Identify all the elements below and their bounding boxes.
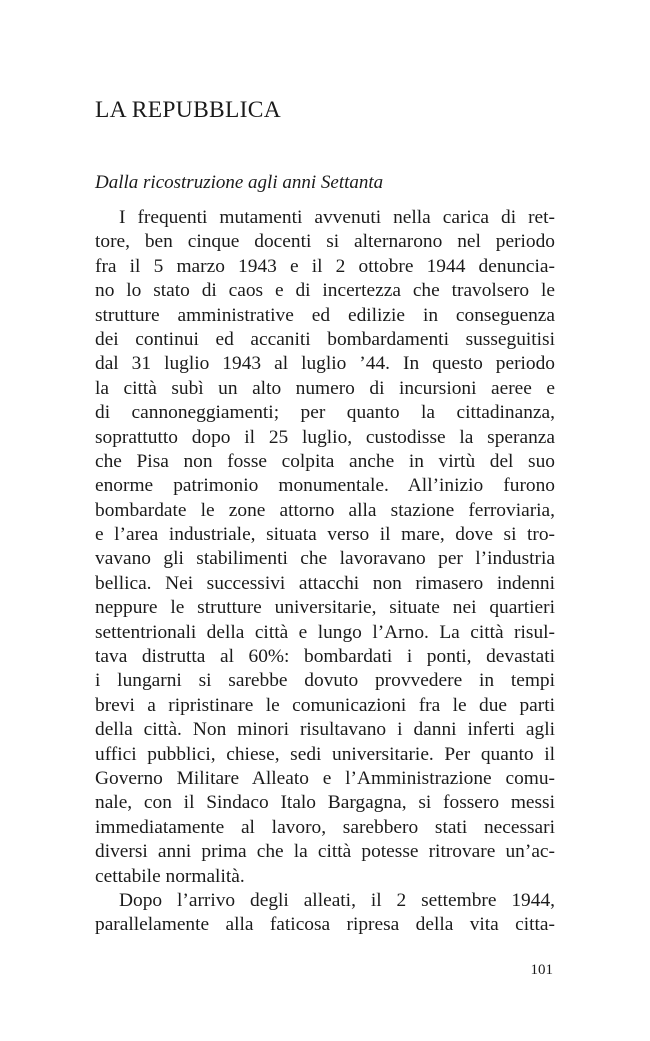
text-line: nale, con il Sindaco Italo Bargagna, si fossero messi bbox=[95, 792, 555, 814]
text-line: di cannoneggiamenti; per quanto la cittadinanza, bbox=[95, 402, 555, 424]
paragraph-1 bbox=[95, 206, 555, 889]
text-line: diversi anni prima che la città potesse ritrovare un’ac- bbox=[95, 841, 555, 863]
text-line: settentrionali della città e lungo l’Arno. La città risul- bbox=[95, 621, 555, 643]
text-line: strutture amministrative ed edilizie in conseguenza bbox=[95, 304, 555, 326]
text-line: brevi a ripristinare le comunicazioni fra le due parti bbox=[95, 694, 555, 716]
text-line: bellica. Nei successivi attacchi non rimasero indenni bbox=[95, 572, 555, 594]
text-line: la città subì un alto numero di incursioni aeree e bbox=[95, 377, 555, 399]
text-line: uffici pubblici, chiese, sedi universitarie. Per quanto il bbox=[95, 743, 555, 765]
text-line: no lo stato di caos e di incertezza che travolsero le bbox=[95, 280, 555, 302]
text-line: I frequenti mutamenti avvenuti nella carica di ret- bbox=[119, 207, 555, 228]
text-line: della città. Non minori risultavano i danni inferti agli bbox=[95, 719, 555, 741]
text-line: che Pisa non fosse colpita anche in virtù del suo bbox=[95, 450, 555, 472]
text-line: neppure le strutture universitarie, situate nei quartieri bbox=[95, 597, 555, 619]
text-line: immediatamente al lavoro, sarebbero stati necessari bbox=[95, 816, 555, 838]
text-line: cettabile normalità. bbox=[95, 865, 245, 887]
text-line: tore, ben cinque docenti si alternarono nel periodo bbox=[95, 231, 555, 253]
text-line: bombardate le zone attorno alla stazione ferroviaria, bbox=[95, 499, 555, 521]
text-line: vavano gli stabilimenti che lavoravano per l’industria bbox=[95, 548, 555, 570]
paragraph-2 bbox=[95, 889, 555, 938]
text-line: tava distrutta al 60%: bombardati i ponti, devastati bbox=[95, 646, 555, 668]
text-line: parallelamente alla faticosa ripresa della vita citta- bbox=[95, 914, 555, 936]
text-line: e l’area industriale, situata verso il mare, dove si tro- bbox=[95, 524, 555, 546]
page-number: 101 bbox=[530, 962, 553, 978]
text-line: Governo Militare Alleato e l’Amministrazione comu- bbox=[95, 767, 555, 789]
body-text bbox=[95, 206, 555, 938]
text-line: Dopo l’arrivo degli alleati, il 2 settembre 1944, bbox=[119, 889, 555, 911]
text-line: soprattutto dopo il 25 luglio, custodisse la speranza bbox=[95, 426, 555, 448]
text-line: i lungarni si sarebbe dovuto provvedere in tempi bbox=[95, 670, 555, 692]
section-subtitle: Dalla ricostruzione agli anni Settanta bbox=[95, 172, 384, 193]
text-line: fra il 5 marzo 1943 e il 2 ottobre 1944 denuncia- bbox=[95, 255, 555, 277]
chapter-title: LA REPUBBLICA bbox=[95, 97, 282, 123]
text-line: dei continui ed accaniti bombardamenti susseguitisi bbox=[95, 328, 555, 350]
text-line: dal 31 luglio 1943 al luglio ’44. In questo periodo bbox=[95, 353, 555, 375]
text-line: enorme patrimonio monumentale. All’inizio furono bbox=[95, 475, 555, 497]
